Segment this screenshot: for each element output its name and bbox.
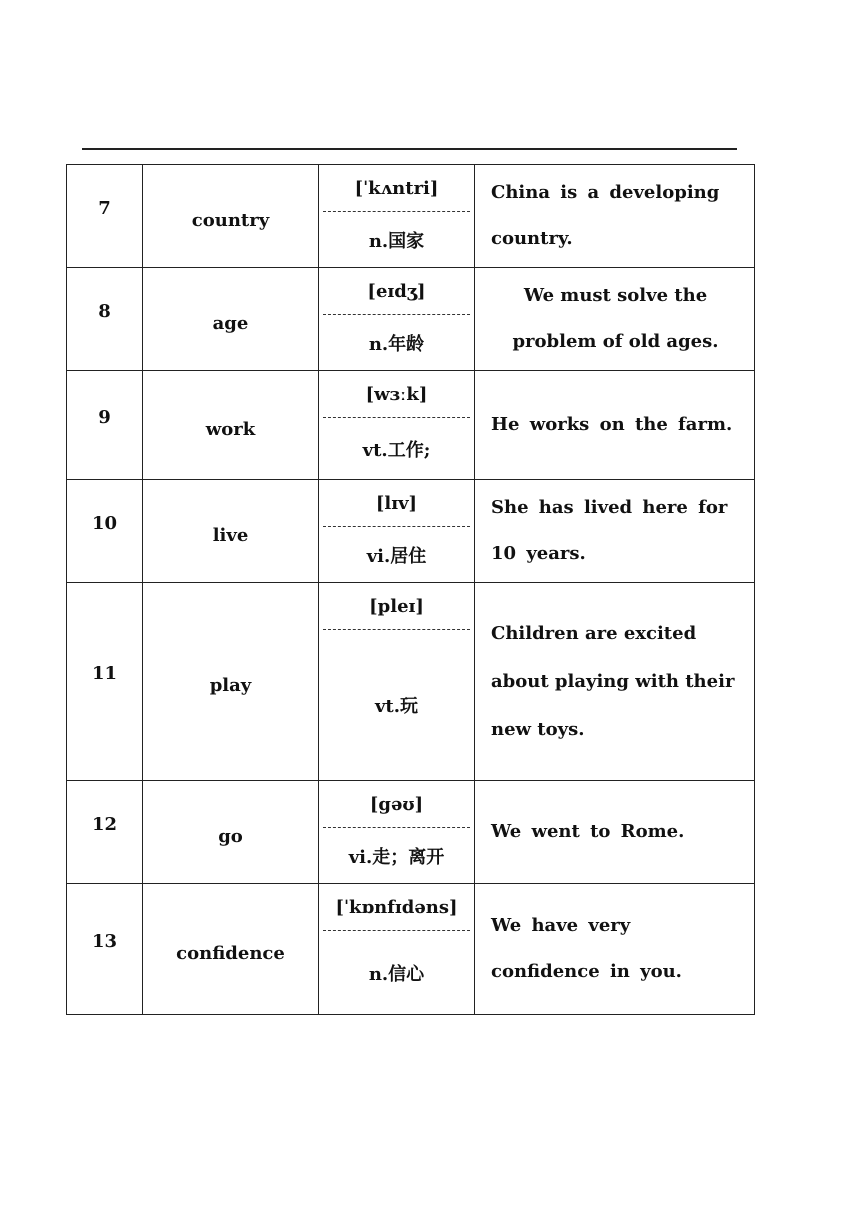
meaning: n.国家 xyxy=(368,230,425,252)
row-number-cell xyxy=(67,480,143,583)
example-cell xyxy=(475,268,755,371)
word: confidence xyxy=(176,942,285,964)
example-sentence: He works on the farm. xyxy=(491,414,733,435)
meaning: vi.居住 xyxy=(366,545,427,567)
word-cell xyxy=(143,480,319,583)
pronunciation-cell xyxy=(319,165,475,268)
meaning: vt.玩 xyxy=(374,696,419,717)
phonetic: [eɪdʒ] xyxy=(323,268,470,315)
pronunciation-cell xyxy=(319,781,475,884)
row-number-cell xyxy=(67,781,143,884)
table-row xyxy=(67,268,755,371)
word-cell xyxy=(143,583,319,781)
row-number: 11 xyxy=(91,663,118,684)
example-sentence: China is a developing country. xyxy=(491,182,720,249)
word-cell xyxy=(143,884,319,1015)
example-sentence: We must solve the problem of old ages. xyxy=(512,285,719,352)
example-cell xyxy=(475,781,755,884)
row-number: 7 xyxy=(98,197,111,219)
example-cell xyxy=(475,371,755,480)
pronunciation-cell xyxy=(319,371,475,480)
word: live xyxy=(212,524,249,546)
phonetic: [pleɪ] xyxy=(323,583,470,630)
meaning: vi.走；离开 xyxy=(348,846,445,868)
phonetic: [lɪv] xyxy=(323,480,470,527)
example-cell xyxy=(475,165,755,268)
phonetic: [ˈkʌntri] xyxy=(323,165,470,212)
row-number-cell xyxy=(67,165,143,268)
row-number: 13 xyxy=(91,930,118,952)
header-rule xyxy=(82,148,737,150)
phonetic: [wɜːk] xyxy=(323,371,470,418)
example-cell xyxy=(475,480,755,583)
pronunciation-cell xyxy=(319,884,475,1015)
word-cell xyxy=(143,371,319,480)
row-number-cell xyxy=(67,884,143,1015)
row-number: 8 xyxy=(98,300,111,322)
word: country xyxy=(191,209,270,231)
meaning: n.年龄 xyxy=(368,333,425,355)
example-sentence: We have very confidence in you. xyxy=(491,915,682,982)
phonetic: [gəʊ] xyxy=(323,781,470,828)
phonetic: [ˈkɒnfɪdəns] xyxy=(323,884,470,931)
vocabulary-table xyxy=(66,164,755,1015)
table-row xyxy=(67,480,755,583)
row-number-cell xyxy=(67,268,143,371)
example-cell xyxy=(475,884,755,1015)
example-sentence: We went to Rome. xyxy=(491,821,685,842)
row-number: 9 xyxy=(98,406,111,428)
word: play xyxy=(209,675,252,696)
pronunciation-cell xyxy=(319,583,475,781)
row-number-cell xyxy=(67,371,143,480)
example-sentence: She has lived here for 10 years. xyxy=(491,497,728,564)
table-row xyxy=(67,371,755,480)
pronunciation-cell xyxy=(319,480,475,583)
table-row xyxy=(67,583,755,781)
word: go xyxy=(218,825,243,847)
table-row xyxy=(67,165,755,268)
word: work xyxy=(205,418,256,440)
word-cell xyxy=(143,268,319,371)
word-cell xyxy=(143,165,319,268)
word-cell xyxy=(143,781,319,884)
row-number: 10 xyxy=(91,512,118,534)
row-number: 12 xyxy=(91,813,118,835)
example-sentence: Children are excited about playing with their new toys. xyxy=(491,622,735,740)
meaning: n.信心 xyxy=(368,963,425,985)
example-cell xyxy=(475,583,755,781)
table-row xyxy=(67,781,755,884)
table-row xyxy=(67,884,755,1015)
row-number-cell xyxy=(67,583,143,781)
pronunciation-cell xyxy=(319,268,475,371)
meaning: vt.工作; xyxy=(362,439,431,461)
word: age xyxy=(212,312,249,334)
